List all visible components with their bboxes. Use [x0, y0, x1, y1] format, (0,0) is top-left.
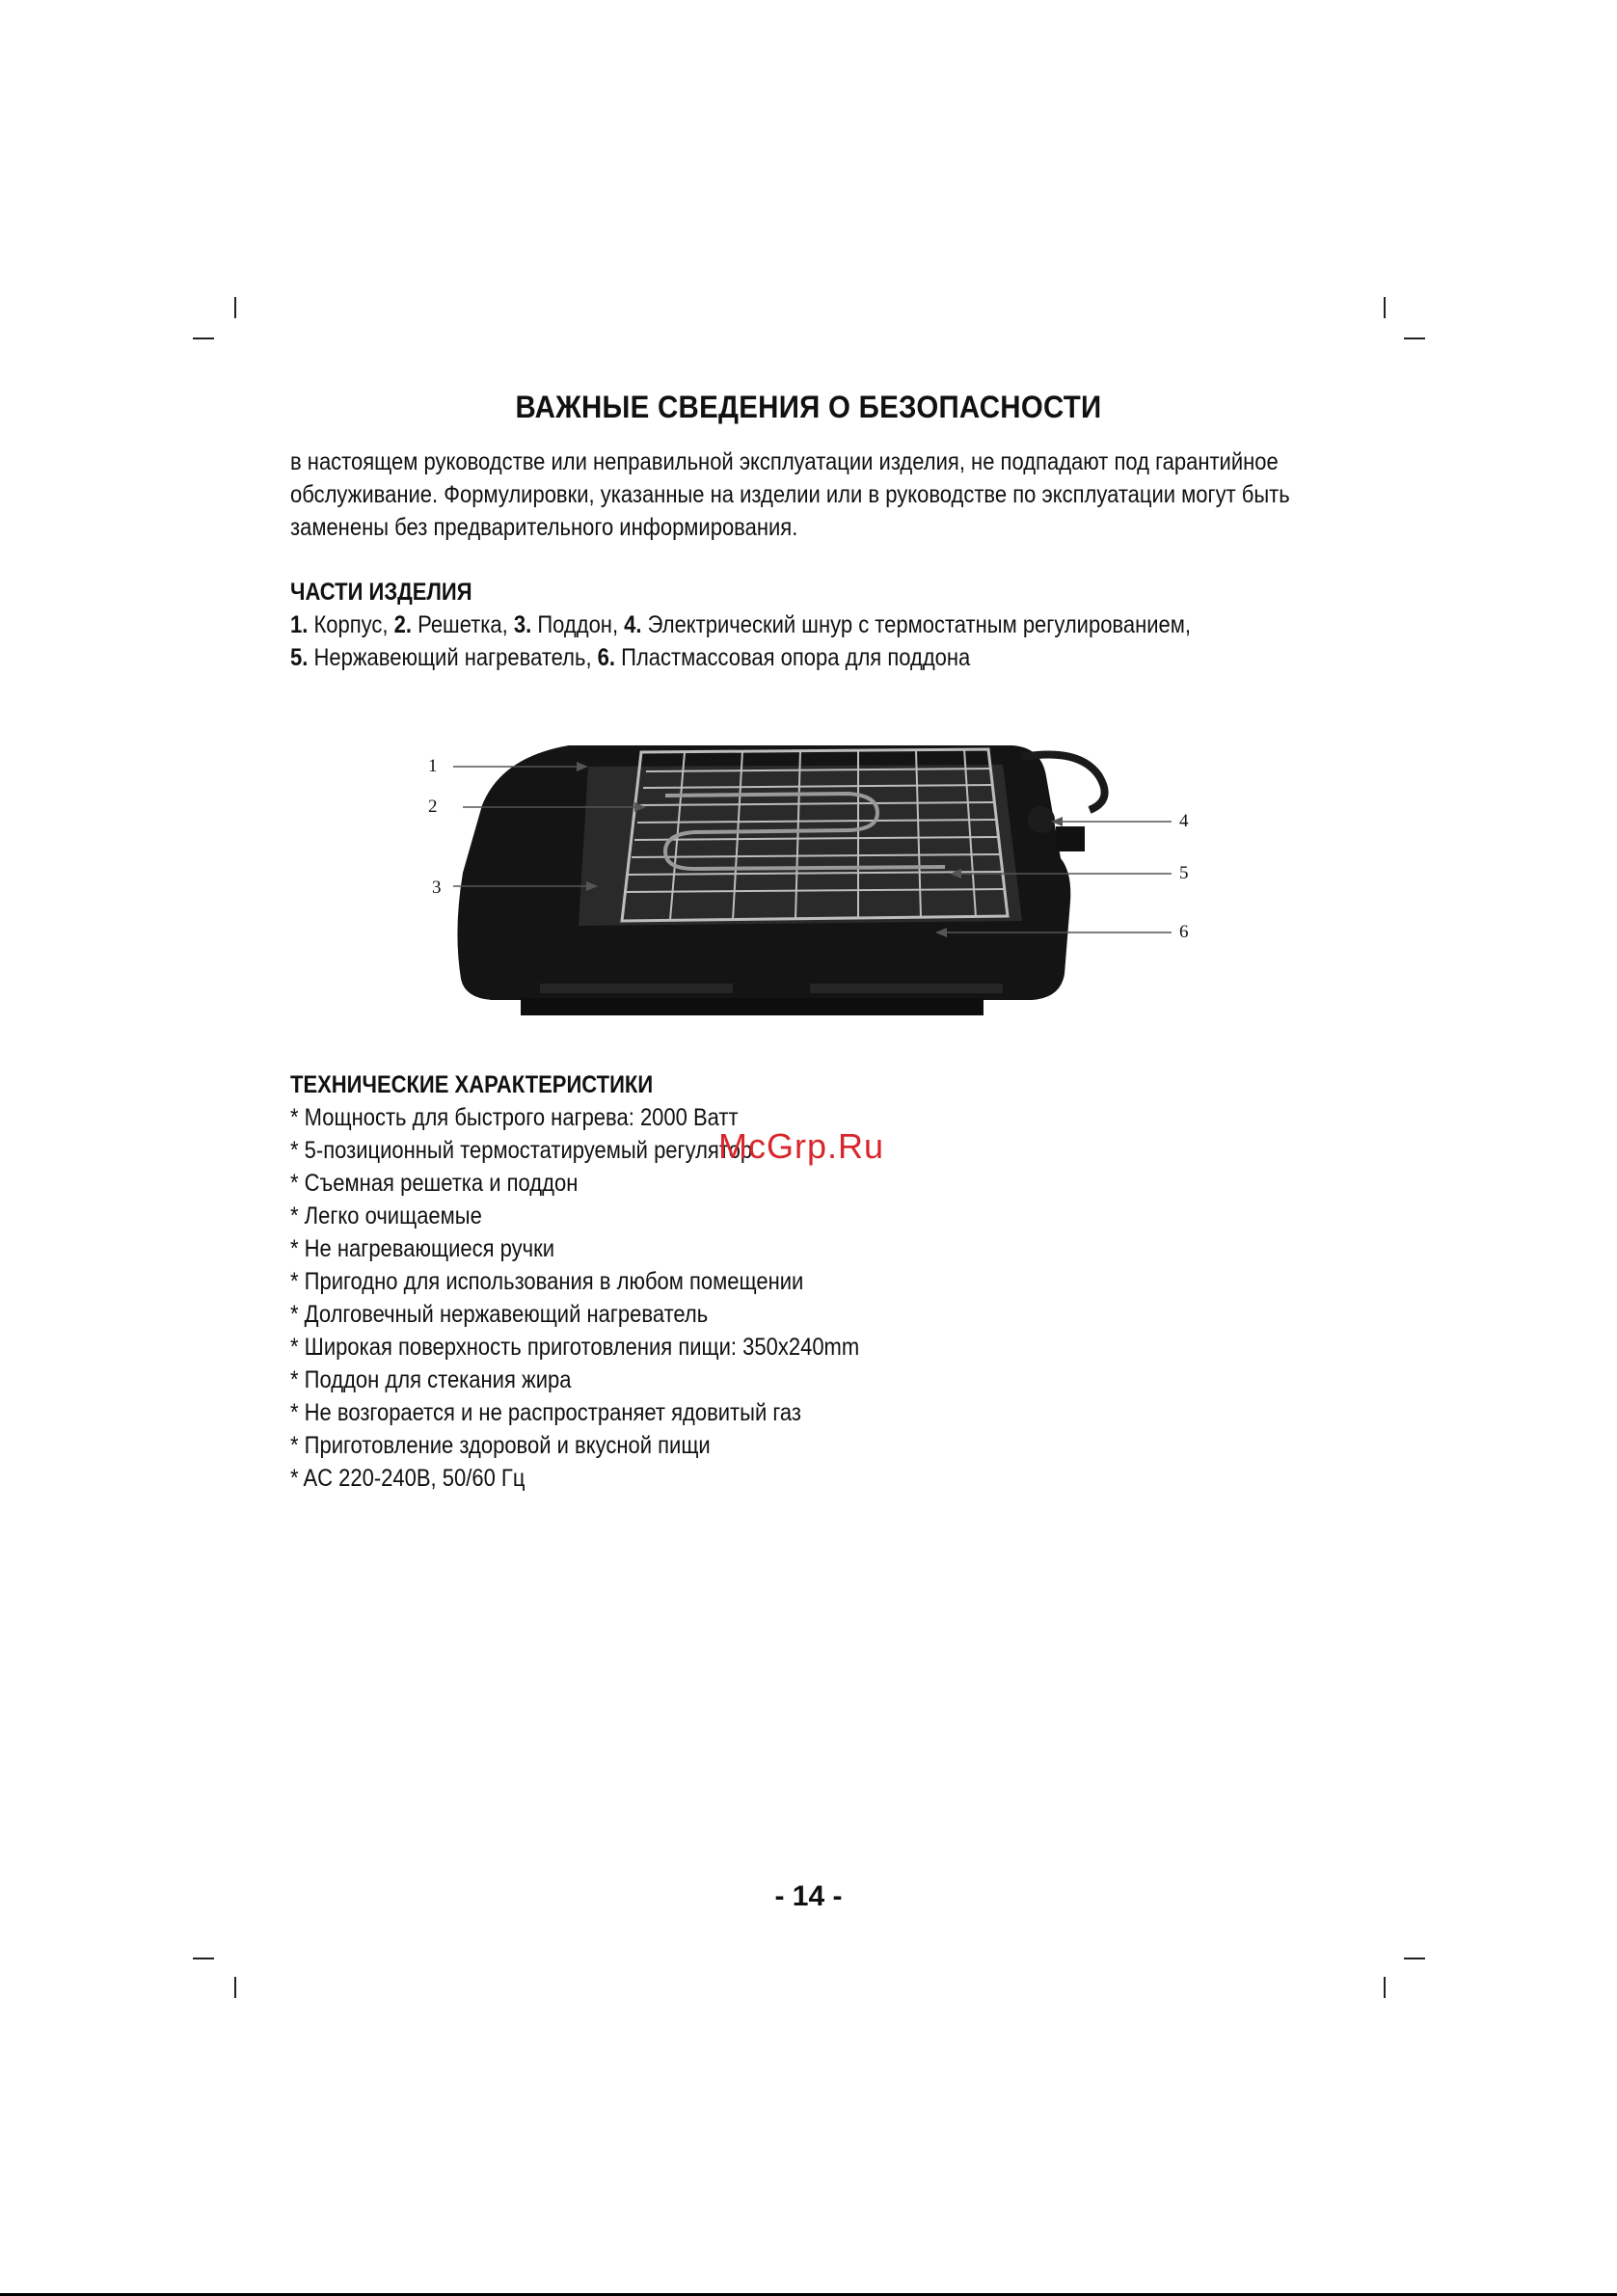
callout-4: 4 [1179, 811, 1189, 831]
thermostat-knob [1028, 806, 1055, 833]
part-number: 6. [597, 644, 616, 671]
page-title: ВАЖНЫЕ СВЕДЕНИЯ О БЕЗОПАСНОСТИ [515, 390, 1102, 424]
crop-mark [1384, 1977, 1386, 1998]
spec-item: * Поддон для стекания жира [290, 1366, 572, 1393]
crop-mark [193, 338, 214, 339]
callout-6: 6 [1179, 922, 1189, 942]
part-number: 5. [290, 644, 309, 671]
grill-foot-slot [540, 984, 733, 993]
drip-tray [579, 765, 1022, 926]
intro-line: в настоящем руководстве или неправильной эксплуатации изделия, не подпадают под гарантийное [290, 448, 1279, 475]
spec-item: * Широкая поверхность приготовления пищи: 350x240mm [290, 1334, 860, 1361]
callout-2: 2 [428, 797, 438, 817]
callout-1: 1 [428, 756, 438, 776]
crop-mark [234, 1977, 236, 1998]
crop-mark [193, 1958, 214, 1959]
thermostat-plug [1056, 826, 1085, 851]
crop-mark [234, 297, 236, 318]
specs-heading: ТЕХНИЧЕСКИЕ ХАРАКТЕРИСТИКИ [290, 1071, 654, 1098]
spec-item: * Мощность для быстрого нагрева: 2000 Ватт [290, 1104, 739, 1131]
part-label: Электрический шнур с термостатным регулированием, [641, 611, 1192, 638]
crop-mark [1404, 1958, 1425, 1959]
crop-mark [1404, 338, 1425, 339]
spec-item: * Приготовление здоровой и вкусной пищи [290, 1432, 711, 1459]
parts-line-1 [290, 608, 1224, 641]
spec-item: * Легко очищаемые [290, 1202, 482, 1229]
part-number: 1. [290, 611, 309, 638]
part-number: 3. [513, 611, 532, 638]
part-label: Нержавеющий нагреватель, [308, 644, 598, 671]
spec-item: * Пригодно для использования в любом помещении [290, 1268, 804, 1295]
part-number: 2. [393, 611, 413, 638]
callout-5: 5 [1179, 863, 1189, 883]
part-label: Корпус, [308, 611, 394, 638]
parts-heading: ЧАСТИ ИЗДЕЛИЯ [290, 579, 472, 606]
intro-line: обслуживание. Формулировки, указанные на изделии или в руководстве по эксплуатации могут быть [290, 481, 1290, 508]
spec-item: * Долговечный нержавеющий нагреватель [290, 1301, 709, 1328]
callout-3: 3 [432, 878, 442, 898]
intro-paragraph [290, 446, 1351, 544]
page-number: - 14 - [774, 1880, 843, 1912]
part-number: 4. [624, 611, 642, 638]
intro-line: заменены без предварительного информирования. [290, 514, 798, 541]
grill-diagram [405, 728, 1244, 1032]
part-label: Решетка, [412, 611, 514, 638]
grill-foot-slot [810, 984, 1003, 993]
crop-mark [1384, 297, 1386, 318]
spec-item: * Съемная решетка и поддон [290, 1170, 579, 1197]
spec-item: * Не возгорается и не распространяет ядовитый газ [290, 1399, 801, 1426]
part-label: Пластмассовая опора для поддона [615, 644, 971, 671]
grill-illustration [405, 728, 1244, 1032]
watermark: McGrp.Ru [718, 1126, 885, 1166]
parts-section [290, 576, 1351, 674]
spec-item: * Не нагревающиеся ручки [290, 1235, 554, 1262]
spec-item: * 5-позиционный термостатируемый регулятор [290, 1137, 753, 1164]
grill-base [521, 998, 984, 1015]
part-label: Поддон, [531, 611, 625, 638]
parts-line-2 [290, 641, 1224, 674]
spec-item: * AC 220-240В, 50/60 Гц [290, 1465, 526, 1492]
